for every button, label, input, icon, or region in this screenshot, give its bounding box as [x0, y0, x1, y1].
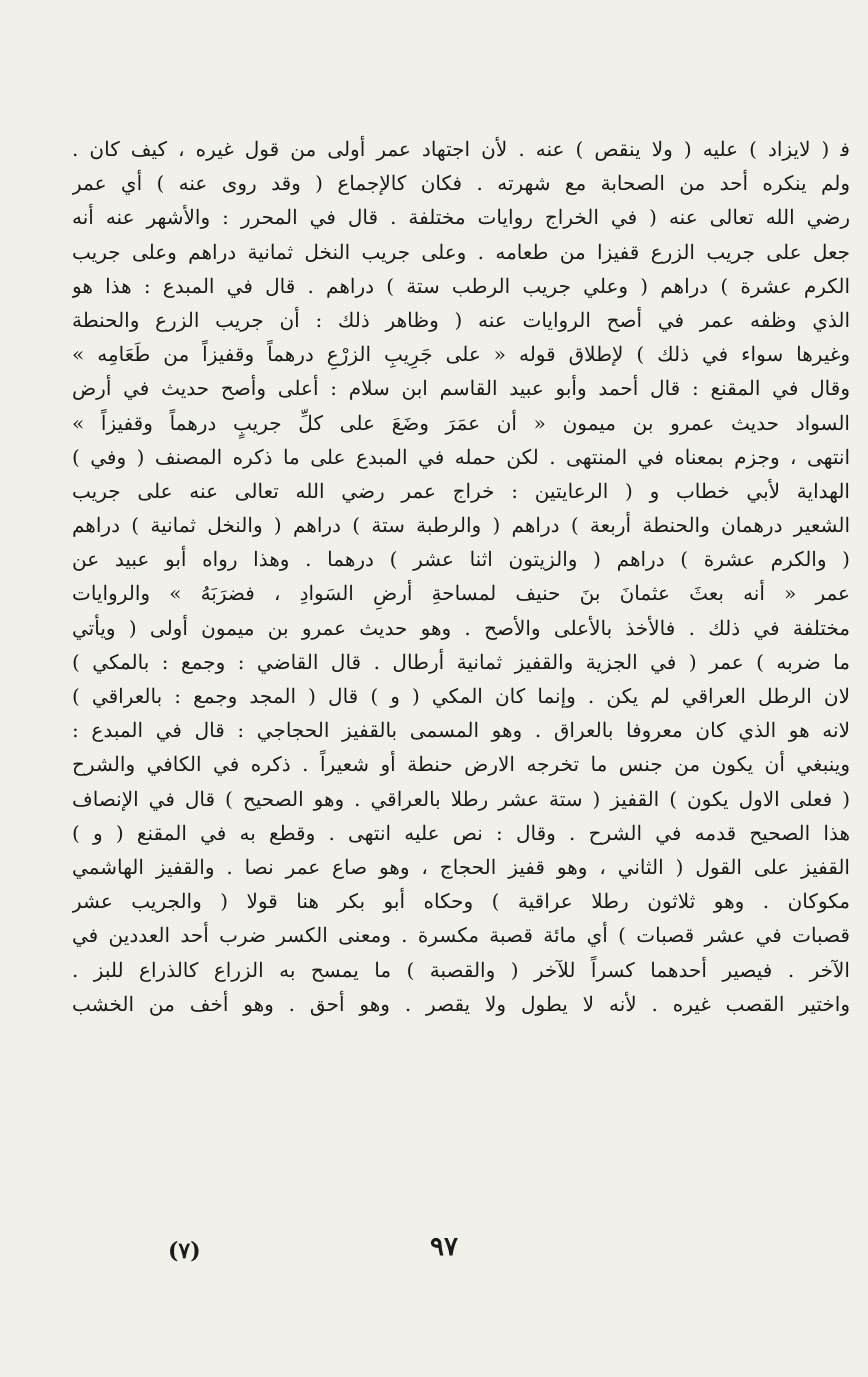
body-text: [72, 132, 850, 1021]
text-line: هذا الصحيح قدمه في الشرح . وقال : نص عليه انتهى . وقطع به في المقنع ( و ): [72, 820, 850, 845]
text-line: الشعير درهمان والحنطة أربعة ) دراهم ( والرطبة ستة ) دراهم ( والنخل ثمانية ) دراهم: [72, 513, 850, 538]
text-line: الذي وظفه عمر في أصح الروايات عنه ( وظاهر ذلك : أن جريب الزرع والحنطة: [72, 307, 850, 332]
text-line: عمر « أنه بعثَ عثمانَ بنَ حنيف لمساحةِ أرضِ السَوادِ ، فضرَبَهُ » والروايات: [72, 581, 850, 606]
page-footer: [0, 1232, 868, 1272]
text-line: مختلفة في ذلك . فالأخذ بالأعلى والأصح . وهو حديث عمرو بن ميمون أولى ( ويأتي: [72, 615, 850, 640]
text-line: جعل على جريب الزرع قفيزا من طعامه . وعلى جريب النخل ثمانية دراهم وعلى جريب: [72, 239, 850, 264]
text-line: مكوكان . وهو ثلاثون رطلا عراقية ) وحكاه أبو بكر هنا قولا ( والجريب عشر: [72, 889, 850, 914]
text-line: ﻓ ( لايزاد ) عليه ( ولا ينقص ) عنه . لأن اجتهاد عمر أولى من قول غيره ، كيف كان .: [72, 137, 850, 161]
text-line: قصبات في عشر قصبات ) أي مائة قصبة مكسرة . ومعنى الكسر ضرب أحد العددين في: [72, 923, 850, 948]
text-line: ولم ينكره أحد من الصحابة مع شهرته . فكان كالإجماع ( وقد روى عنه ) أي عمر: [72, 171, 850, 196]
text-line: وغيرها سواء في ذلك ) لإطلاق قوله « على جَرِيبِ الزرْعِ درهماً وقفيزاً من طَعَامِه »: [72, 342, 850, 367]
text-line: القفيز على القول ( الثاني ، وهو قفيز الحجاج ، وهو صاع عمر نصا . والقفيز الهاشمي: [72, 854, 850, 879]
text-line: الهداية لأبي خطاب و ( الرعايتين : خراج عمر رضي الله تعالى عنه على جريب: [72, 478, 850, 503]
text-line: ( والكرم عشرة ) دراهم ( والزيتون اثنا عشر ) درهما . وهذا رواه أبو عبيد عن: [72, 547, 850, 572]
page-number: ٩٧: [430, 1232, 458, 1262]
text-line: ما ضربه ) عمر ( في الجزية والقفيز ثمانية أرطال . قال القاضي : وجمع : بالمكي ): [72, 649, 850, 674]
text-line: واختير القصب غيره . لأنه لا يطول ولا يقصر . وهو أحق . وهو أخف من الخشب: [72, 991, 850, 1016]
text-line: وينبغي أن يكون من جنس ما تخرجه الارض حنطة أو شعيراً . ذكره في الكافي والشرح: [72, 752, 850, 777]
signature-mark: (٧): [168, 1238, 201, 1264]
text-line: السواد حديث عمرو بن ميمون « أن عمَرَ وضَعَ على كلِّ جريبٍ درهماً وقفيزاً »: [72, 410, 850, 435]
text-line: الكرم عشرة ) دراهم ( وعلي جريب الرطب ستة ) دراهم . قال في المبدع : هذا هو: [72, 273, 850, 298]
text-line: رضي الله تعالى عنه ( في الخراج روايات مختلفة . قال في المحرر : والأشهر عنه أنه: [72, 205, 850, 230]
text-line: لان الرطل العراقي لم يكن . وإنما كان المكي ( و ) قال ( المجد وجمع : بالعراقي ): [72, 684, 850, 708]
text-line: لانه هو الذي كان معروفا بالعراق . وهو المسمى بالقفيز الحجاجي : قال في المبدع :: [72, 718, 850, 743]
text-line: ( فعلى الاول يكون ) القفيز ( ستة عشر رطلا بالعراقي . وهو الصحيح ) قال في الإنصاف: [72, 786, 850, 811]
text-line: الآخر . فيصير أحدهما كسراً للآخر ( والقصبة ) ما يمسح به الزراع كالذراع للبز .: [72, 957, 850, 982]
text-line: انتهى ، وجزم بمعناه في المنتهى . لكن حمله في المبدع على ما ذكره المصنف ( وفي ): [72, 444, 850, 469]
text-line: وقال في المقنع : قال أحمد وأبو عبيد القاسم ابن سلام : أعلى وأصح حديث في أرض: [72, 376, 850, 401]
